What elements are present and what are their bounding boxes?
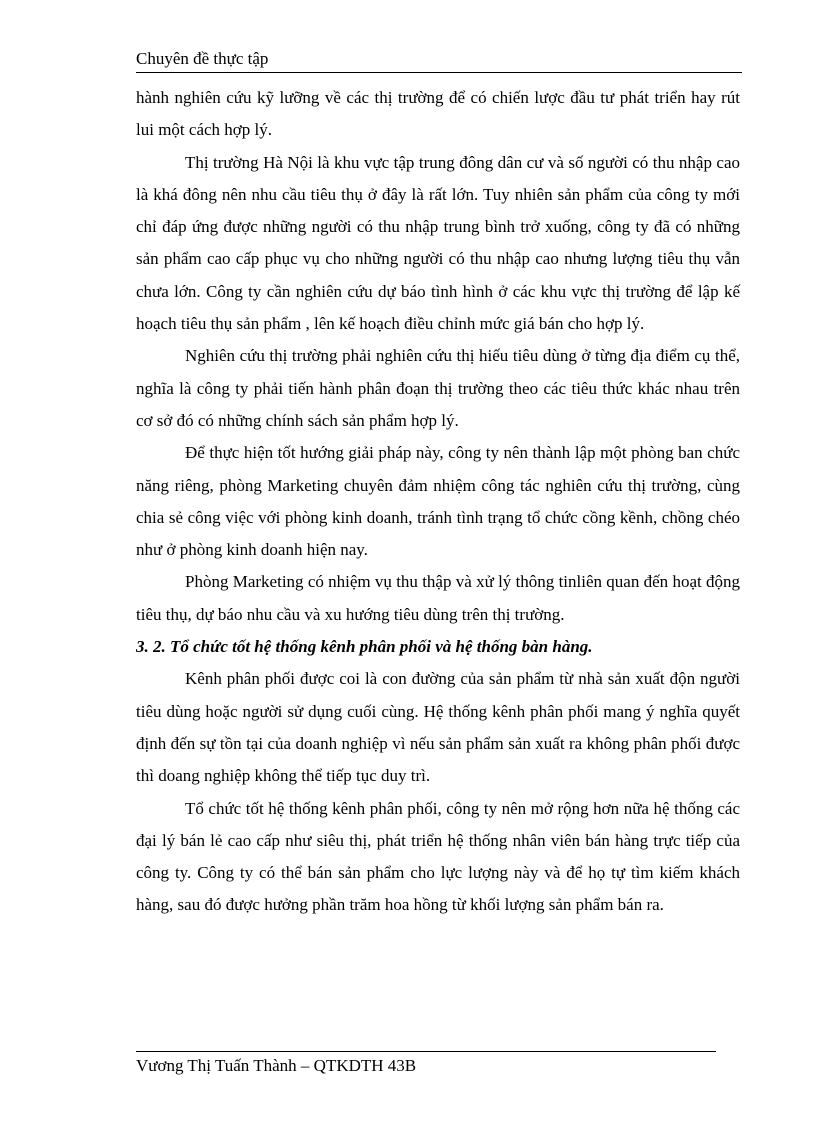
footer-text: Vương Thị Tuấn Thành – QTKDTH 43B bbox=[136, 1056, 417, 1075]
footer-rule bbox=[136, 1051, 716, 1052]
page-header bbox=[136, 48, 742, 73]
section-heading: 3. 2. Tổ chức tốt hệ thống kênh phân phối và hệ thống bàn hàng. bbox=[136, 637, 593, 657]
paragraph-market-research: Nghiên cứu thị trường phải nghiên cứu thị hiếu tiêu dùng ở từng địa điểm cụ thể, nghĩa là công ty phải tiến hành phân đoạn thị trường theo các tiêu thức khác nhau trên cơ sở đó có những chính sách sản phẩm hợp lý. bbox=[136, 346, 740, 430]
paragraph-marketing-department: Để thực hiện tốt hướng giải pháp này, công ty nên thành lập một phòng ban chức năng riêng, phòng Marketing chuyên đảm nhiệm công tác nghiên cứu thị trường, cùng chia sẻ công việc với phòng kinh doanh, tránh tình trạng tổ chức cồng kềnh, chồng chéo như ở phòng kinh doanh hiện nay. bbox=[136, 443, 740, 560]
paragraph-hanoi-market: Thị trường Hà Nội là khu vực tập trung đông dân cư và số người có thu nhập cao là khá đông nên nhu cầu tiêu thụ ở đây là rất lớn. Tuy nhiên sản phẩm của công ty mới chỉ đáp ứng được những người có thu nhập trung bình trở xuống, công ty đã có những sản phẩm cao cấp phục vụ cho những người có thu nhập cao nhưng lượng tiêu thụ vẫn chưa lớn. Công ty cần nghiên cứu dự báo tình hình ở các khu vực thị trường để lập kế hoạch tiêu thụ sản phẩm , lên kế hoạch điều chỉnh mức giá bán cho hợp lý. bbox=[136, 152, 740, 334]
paragraph-continued: hành nghiên cứu kỹ lưỡng về các thị trường để có chiến lược đầu tư phát triển hay rút lui một cách hợp lý. bbox=[136, 88, 740, 140]
paragraph-marketing-tasks: Phòng Marketing có nhiệm vụ thu thập và xử lý thông tinliên quan đến hoạt động tiêu thụ, dự báo nhu cầu và xu hướng tiêu dùng trên thị trường. bbox=[136, 572, 740, 624]
paragraph-distribution-organization: Tổ chức tốt hệ thống kênh phân phối, công ty nên mở rộng hơn nữa hệ thống các đại lý bán lẻ cao cấp như siêu thị, phát triển hệ thống nhân viên bán hàng trực tiếp của công ty. Công ty có thể bán sản phẩm cho lực lượng này và để họ tự tìm kiếm khách hàng, sau đó được hưởng phần trăm hoa hồng từ khối lượng sản phẩm bán ra. bbox=[136, 798, 740, 915]
page-footer bbox=[136, 1054, 416, 1078]
paragraph-distribution-channel: Kênh phân phối được coi là con đường của sản phẩm từ nhà sản xuất độn người tiêu dùng hoặc người sử dụng cuối cùng. Hệ thống kênh phân phối mang ý nghĩa quyết định đến sự tồn tại của doanh nghiệp vì nếu sản phẩm sản xuất ra không phân phối được thì doang nghiệp không thể tiếp tục duy trì. bbox=[136, 669, 740, 786]
header-title: Chuyên đề thực tập bbox=[136, 49, 269, 68]
document-body bbox=[136, 82, 740, 922]
